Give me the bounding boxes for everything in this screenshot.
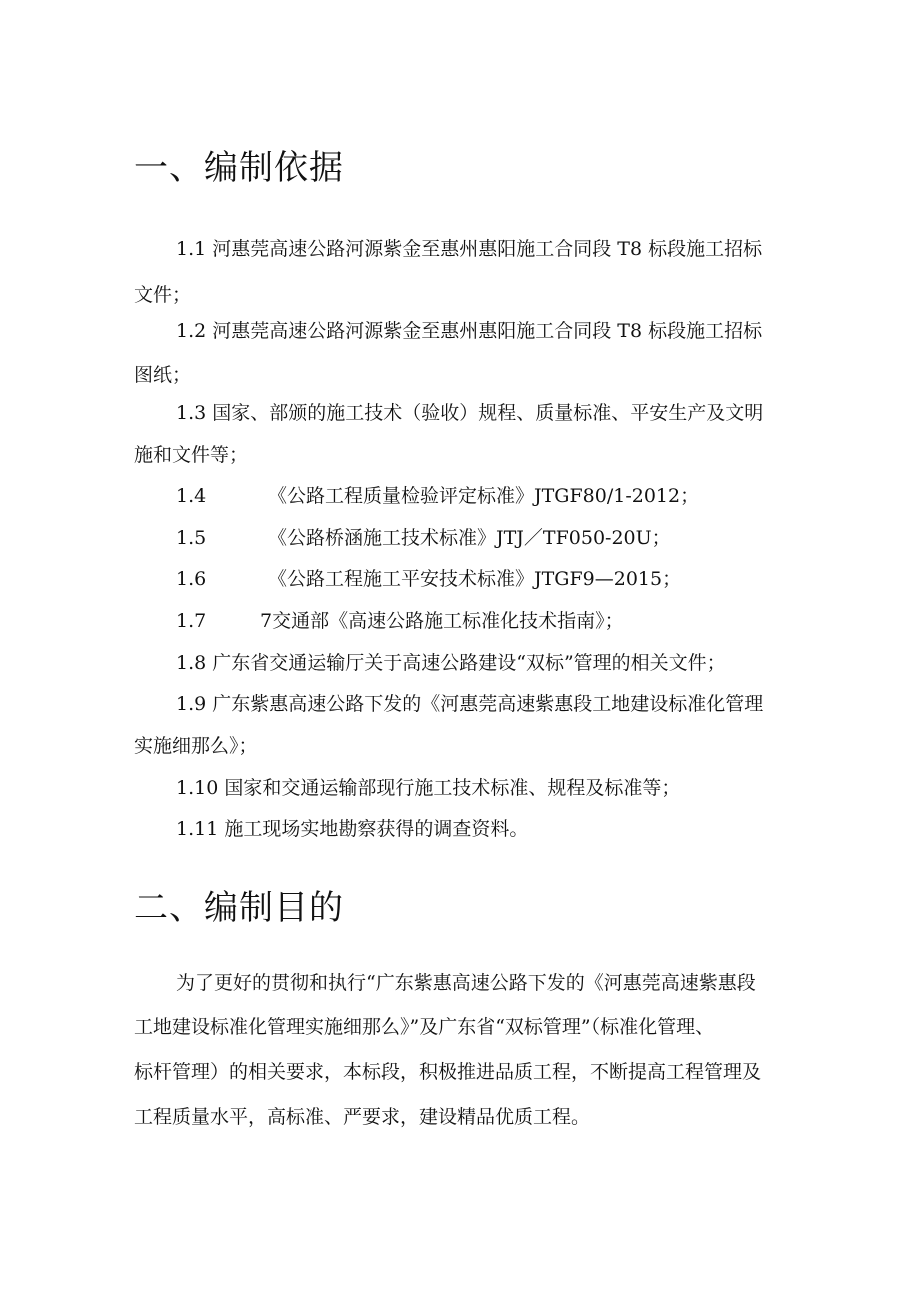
item-1-4: [176, 483, 699, 509]
section-1-heading: 一、编制依据: [134, 148, 344, 188]
item-1-10: 1.10 国家和交通运输部现行施工技术标准、规程及标准等；: [176, 777, 681, 799]
item-1-5: [176, 525, 671, 551]
item-1-6: [176, 566, 681, 592]
purpose-line-1: 为了更好的贯彻和执行“广东紫惠高速公路下发的《河惠莞高速紫惠段: [176, 972, 756, 994]
item-1-5-text: 《公路桥涵施工技术标准》JTJ／TF050-20U；: [268, 527, 671, 549]
item-1-9-line-1: 1.9 广东紫惠高速公路下发的《河惠莞高速紫惠段工地建设标准化管理: [176, 693, 764, 715]
item-1-3-line-1: 1.3 国家、部颁的施工技术（验收）规程、质量标准、平安生产及文明: [176, 402, 764, 424]
item-1-6-number: 1.6: [176, 568, 207, 590]
item-1-7: [176, 608, 624, 634]
item-1-7-number: 1.7: [176, 610, 207, 632]
item-1-4-number: 1.4: [176, 485, 207, 507]
item-1-1-line-2: 文件；: [134, 284, 192, 306]
item-1-9-line-2: 实施细那么》；: [134, 735, 258, 757]
item-1-3-line-2: 施和文件等；: [134, 444, 249, 466]
purpose-line-2: 工地建设标准化管理实施细那么》”及广东省“双标管理”（标准化管理、: [134, 1016, 715, 1038]
item-1-2-line-2: 图纸；: [134, 364, 192, 386]
item-1-5-number: 1.5: [176, 527, 207, 549]
item-1-6-text: 《公路工程施工平安技术标准》JTGF9—2015；: [268, 568, 682, 590]
item-1-1-line-1: 1.1 河惠莞高速公路河源紫金至惠州惠阳施工合同段 T8 标段施工招标: [176, 238, 763, 260]
item-1-7-text: 7交通部《高速公路施工标准化技术指南》；: [260, 610, 624, 632]
purpose-line-4: 工程质量水平，高标准、严要求，建设精品优质工程。: [134, 1106, 591, 1128]
item-1-11: 1.11 施工现场实地勘察获得的调查资料。: [176, 818, 529, 840]
item-1-2-line-1: 1.2 河惠莞高速公路河源紫金至惠州惠阳施工合同段 T8 标段施工招标: [176, 320, 763, 342]
item-1-8: 1.8 广东省交通运输厅关于高速公路建设“双标”管理的相关文件；: [176, 652, 726, 674]
section-2-heading: 二、编制目的: [134, 888, 344, 928]
item-1-4-text: 《公路工程质量检验评定标准》JTGF80/1-2012；: [268, 485, 700, 507]
purpose-line-3: 标杆管理）的相关要求，本标段，积极推进品质工程，不断提高工程管理及: [134, 1061, 762, 1083]
